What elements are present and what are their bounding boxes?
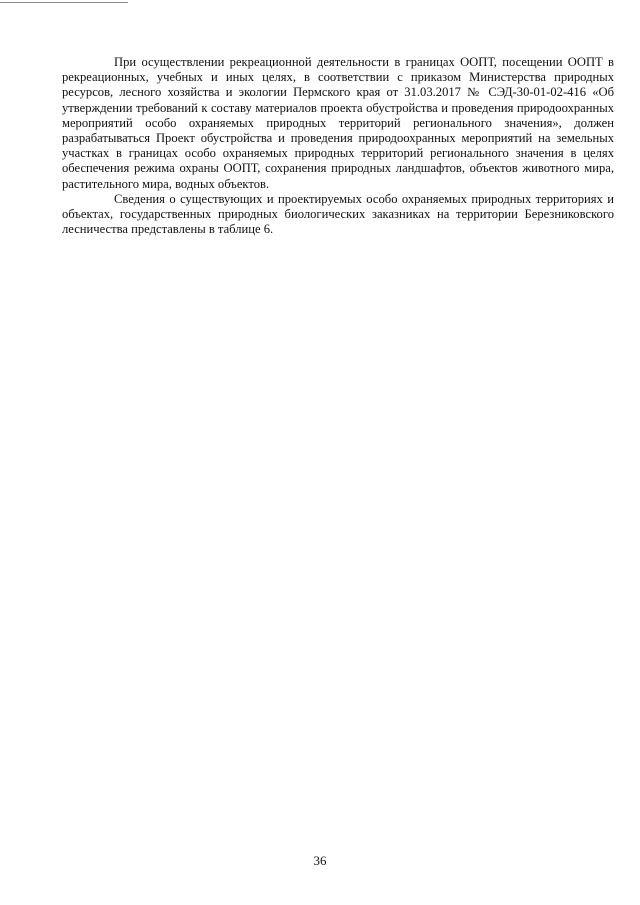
scan-edge-line xyxy=(0,2,128,3)
paragraph-recreation-activity: При осуществлении рекреационной деятельности в границах ООПТ, посещении ООПТ в рекреационных, учебных и иных целях, в соответствии с приказом Министерства природных ресурсов, лесного хозяйства и экологии Пермского края от 31.03.2017 № СЭД-30-01-02-416 «Об утверждении требований к составу материалов проекта обустройства и проведения природоохранных мероприятий особо охраняемых природных территорий регионального значения», должен разрабатываться Проект обустройства и проведения природоохранных мероприятий на земельных участках в границах особо охраняемых природных территорий регионального значения в целях обеспечения режима охраны ООПТ, сохранения природных ландшафтов, объектов животного мира, растительного мира, водных объектов. xyxy=(62,55,614,191)
page-number: 36 xyxy=(313,853,327,868)
paragraph-protected-areas-info: Сведения о существующих и проектируемых особо охраняемых природных территориях и объектах, государственных природных биологических заказниках на территории Березниковского лесничества представлены в таблице 6. xyxy=(62,191,614,237)
document-body xyxy=(62,55,614,237)
